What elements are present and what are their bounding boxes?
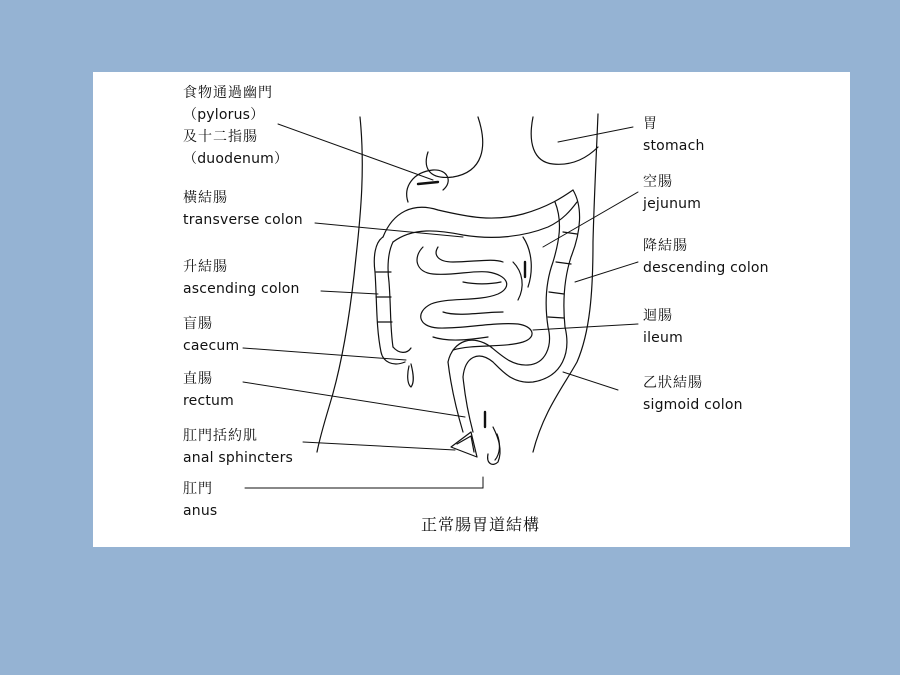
label-descending-colon xyxy=(643,235,769,279)
label-ileum-en: ileum xyxy=(643,330,683,346)
label-anus-zh: 肛門 xyxy=(183,481,213,497)
label-anal-sphincters-en: anal sphincters xyxy=(183,450,294,466)
figure-card xyxy=(93,72,850,547)
label-rectum-en: rectum xyxy=(183,393,234,409)
label-transverse-colon-zh: 橫結腸 xyxy=(183,190,228,206)
label-pylorus xyxy=(183,82,288,170)
anal-sphincters xyxy=(451,427,500,464)
label-caecum-en: caecum xyxy=(183,338,240,354)
label-sigmoid-colon-zh: 乙狀結腸 xyxy=(643,375,703,391)
label-jejunum-en: jejunum xyxy=(643,196,702,212)
label-duodenum-en: （duodenum） xyxy=(183,151,289,167)
label-stomach xyxy=(643,113,705,157)
label-rectum-zh: 直腸 xyxy=(183,371,213,387)
label-sigmoid-colon xyxy=(643,372,743,416)
label-pylorus-zh: 食物通過幽門 xyxy=(183,85,273,101)
label-transverse-colon-en: transverse colon xyxy=(183,212,303,228)
label-jejunum-zh: 空腸 xyxy=(643,174,673,190)
large-intestine xyxy=(374,190,579,432)
label-anus xyxy=(183,478,217,522)
label-rectum xyxy=(183,368,234,412)
small-intestine xyxy=(417,237,532,350)
label-transverse-colon xyxy=(183,187,303,231)
label-descending-colon-en: descending colon xyxy=(643,260,769,276)
label-sigmoid-colon-en: sigmoid colon xyxy=(643,397,743,413)
label-ascending-colon-zh: 升結腸 xyxy=(183,259,228,275)
leader-lines xyxy=(243,124,638,488)
label-anus-en: anus xyxy=(183,503,218,519)
label-duodenum-zh: 及十二指腸 xyxy=(183,129,258,145)
label-pylorus-en: （pylorus） xyxy=(183,107,265,123)
label-ileum xyxy=(643,305,683,349)
label-descending-colon-zh: 降結腸 xyxy=(643,238,688,254)
label-ascending-colon xyxy=(183,256,300,300)
duodenum xyxy=(407,170,448,202)
label-caecum xyxy=(183,313,239,357)
label-stomach-en: stomach xyxy=(643,138,705,154)
label-ileum-zh: 迴腸 xyxy=(643,308,673,324)
figure-caption: 正常腸胃道結構 xyxy=(421,515,541,534)
label-stomach-zh: 胃 xyxy=(643,116,658,132)
stomach xyxy=(426,117,598,177)
label-anal-sphincters xyxy=(183,425,293,469)
label-ascending-colon-en: ascending colon xyxy=(183,281,300,297)
label-anal-sphincters-zh: 肛門括約肌 xyxy=(183,428,258,444)
label-jejunum xyxy=(643,171,701,215)
label-caecum-zh: 盲腸 xyxy=(183,316,213,332)
